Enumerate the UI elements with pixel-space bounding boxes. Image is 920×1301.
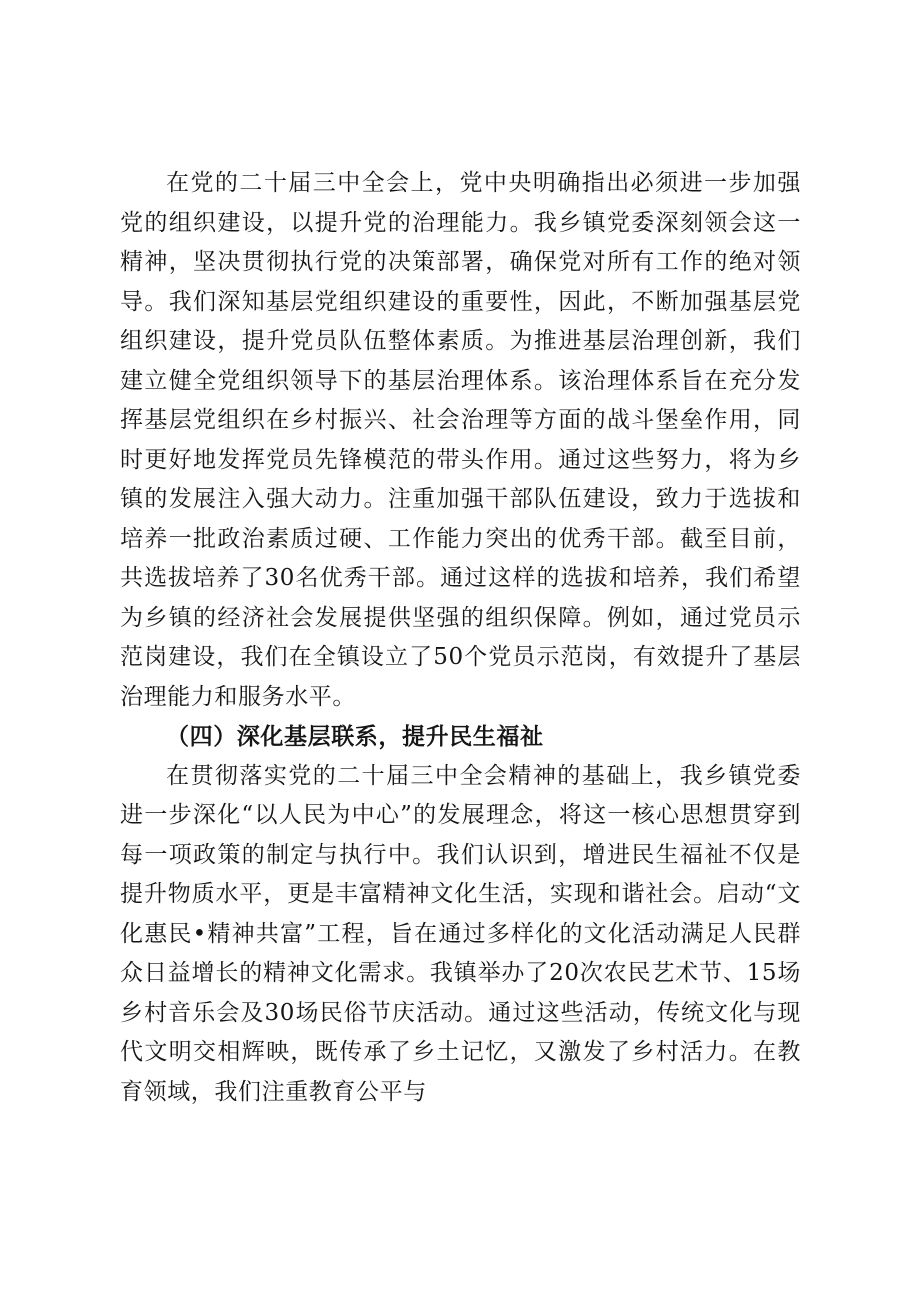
body-paragraph: 在党的二十届三中全会上，党中央明确指出必须进一步加强党的组织建设，以提升党的治理能力。我乡镇党委深刻领会这一精神，坚决贯彻执行党的决策部署，确保党对所有工作的绝对领导。我们深知基层党组织建设的重要性，因此，不断加强基层党组织建设，提升党员队伍整体素质。为推进基层治理创新，我们建立健全党组织领导下的基层治理体系。该治理体系旨在充分发挥基层党组织在乡村振兴、社会治理等方面的战斗堡垒作用，同时更好地发挥党员先锋模范的带头作用。通过这些努力，将为乡镇的发展注入强大动力。注重加强干部队伍建设，致力于选拔和培养一批政治素质过硬、工作能力突出的优秀干部。截至目前，共选拔培养了30名优秀干部。通过这样的选拔和培养，我们希望为乡镇的经济社会发展提供坚强的组织保障。例如，通过党员示范岗建设，我们在全镇设立了50个党员示范岗，有效提升了基层治理能力和服务水平。 [120, 170, 801, 710]
body-paragraph: 在贯彻落实党的二十届三中全会精神的基础上，我乡镇党委进一步深化“以人民为中心”的发展理念，将这一核心思想贯穿到每一项政策的制定与执行中。我们认识到，增进民生福祉不仅是提升物质水平，更是丰富精神文化生活，实现和谐社会。启动“文化惠民•精神共富”工程，旨在通过多样化的文化活动满足人民群众日益增长的精神文化需求。我镇举办了20次农民艺术节、15场乡村音乐会及30场民俗节庆活动。通过这些活动，传统文化与现代文明交相辉映，既传承了乡土记忆，又激发了乡村活力。在教育领域，我们注重教育公平与 [120, 762, 801, 1105]
document-body [120, 164, 801, 1112]
section-heading: （四）深化基层联系，提升民生福祉 [166, 723, 544, 750]
